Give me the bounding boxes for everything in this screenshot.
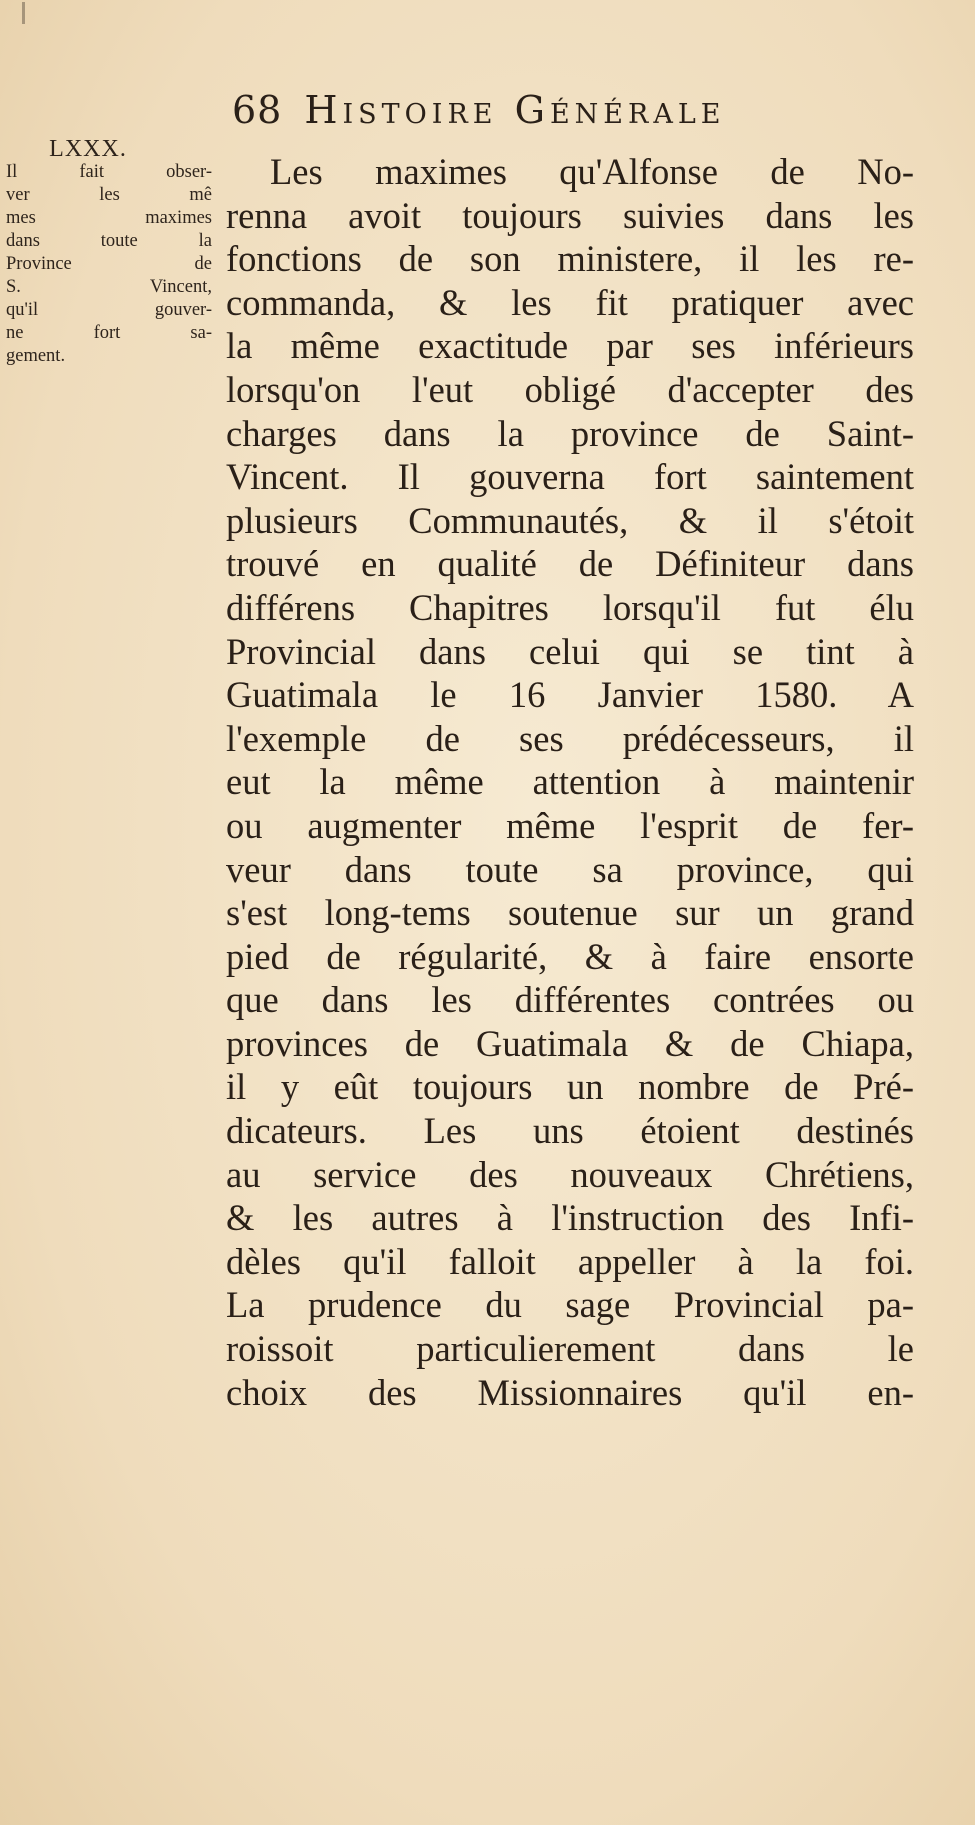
text-line: roissoit particulierement dans le [226, 1328, 914, 1370]
text-line: Provincial dans celui qui se tint à [226, 630, 914, 672]
marginal-note-line: Province de [6, 254, 212, 274]
marginal-note-line: ver les mê [6, 185, 212, 205]
body-paragraph [226, 150, 914, 1414]
text-line: trouvé en qualité de Définiteur dans [226, 543, 914, 585]
section-number: LXXX. [49, 136, 127, 162]
page-number: 68 [232, 88, 283, 132]
text-line: choix des Missionnaires qu'il en- [226, 1371, 914, 1413]
text-line: La prudence du sage Provincial pa- [226, 1284, 914, 1326]
text-line: charges dans la province de Saint- [226, 412, 914, 454]
text-line: Vincent. Il gouverna fort saintement [226, 456, 914, 498]
marginal-note-line: dans toute la [6, 231, 212, 251]
marginal-note-line: ne fort sa- [6, 323, 212, 343]
text-line: renna avoit toujours suivies dans les [226, 194, 914, 236]
marginal-note-line: S. Vincent, [6, 277, 212, 297]
text-line: & les autres à l'instruction des Infi- [226, 1197, 914, 1239]
text-line: il y eût toujours un nombre de Pré- [226, 1066, 914, 1108]
text-line: Les maximes qu'Alfonse de No- [270, 151, 914, 192]
text-line: que dans les différentes contrées ou [226, 979, 914, 1021]
text-line: l'exemple de ses prédécesseurs, il [226, 717, 914, 759]
text-line: Guatimala le 16 Janvier 1580. A [226, 674, 914, 716]
marginal-note-line: mes maximes [6, 208, 212, 228]
marginal-note-line: Il fait obser- [6, 162, 212, 182]
text-line: ou augmenter même l'esprit de fer- [226, 804, 914, 846]
text-line: différens Chapitres lorsqu'il fut élu [226, 586, 914, 628]
marginal-note-line: gement. [6, 346, 66, 366]
text-line: fonctions de son ministere, il les re- [226, 238, 914, 280]
text-line: eut la même attention à maintenir [226, 761, 914, 803]
marginal-note [6, 138, 212, 368]
text-line: la même exactitude par ses inférieurs [226, 325, 914, 367]
text-line: s'est long-tems soutenue sur un grand [226, 892, 914, 934]
text-line: lorsqu'on l'eut obligé d'accepter des [226, 368, 914, 410]
text-line: plusieurs Communautés, & il s'étoit [226, 499, 914, 541]
text-line: au service des nouveaux Chrétiens, [226, 1153, 914, 1195]
marginal-note-line: qu'il gouver- [6, 300, 212, 320]
text-line: pied de régularité, & à faire ensorte [226, 935, 914, 977]
text-line: dicateurs. Les uns étoient destinés [226, 1110, 914, 1152]
text-line: commanda, & les fit pratiquer avec [226, 281, 914, 323]
text-line: veur dans toute sa province, qui [226, 848, 914, 890]
text-line: provinces de Guatimala & de Chiapa, [226, 1022, 914, 1064]
running-title: Histoire Générale [304, 88, 726, 132]
margin-mark [22, 2, 25, 24]
page-header [232, 88, 852, 144]
text-line: dèles qu'il falloit appeller à la foi. [226, 1240, 914, 1282]
